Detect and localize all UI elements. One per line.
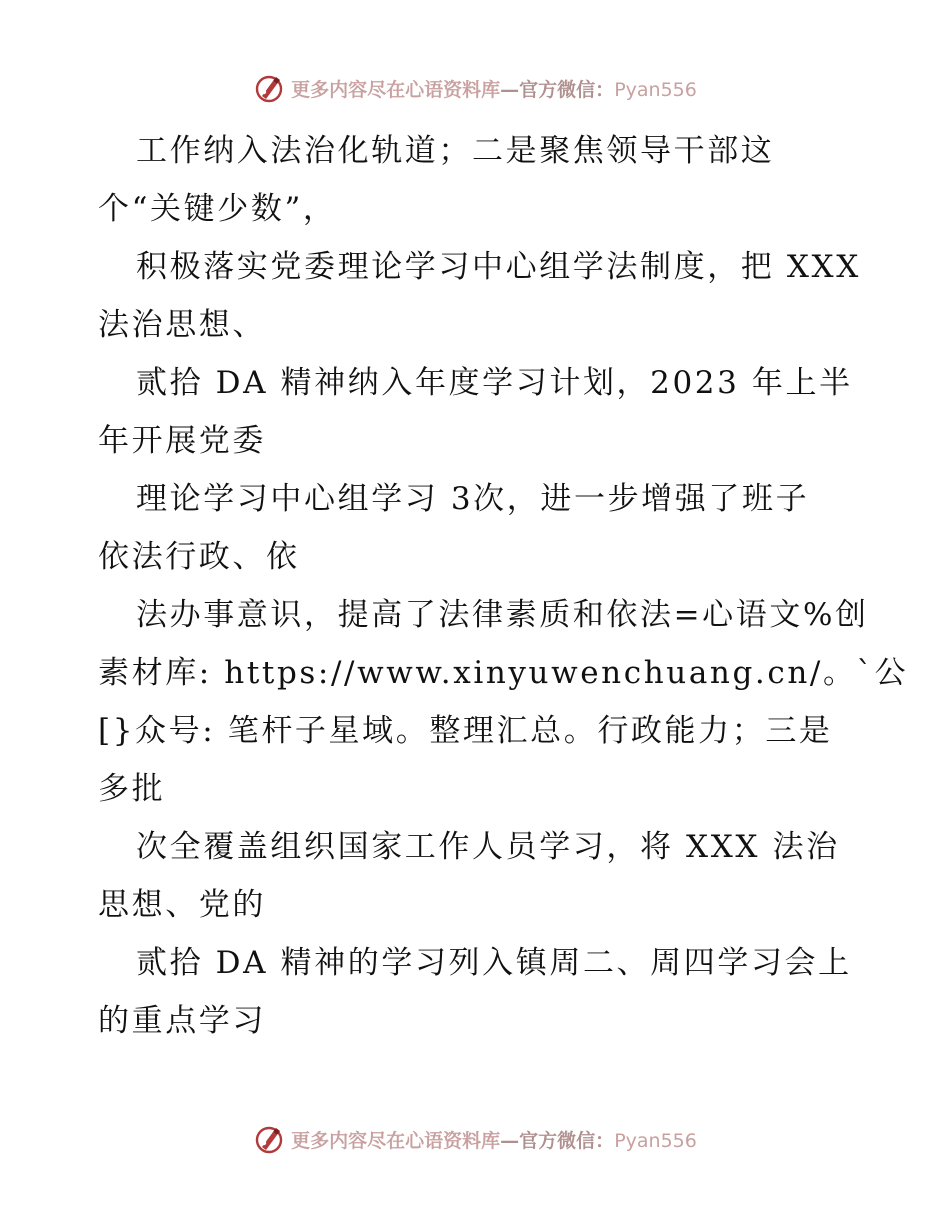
- text-line: 年开展党委: [98, 423, 266, 459]
- text-line: [}众号: 笔杆子星域。整理汇总。行政能力；三是: [98, 713, 833, 749]
- header-banner: [0, 72, 950, 104]
- text-line: 理论学习中心组学习 3次，进一步增强了班子: [136, 481, 810, 517]
- text-line: 多批: [98, 771, 166, 807]
- text-line: 贰拾 DA 精神纳入年度学习计划，2023 年上半: [136, 365, 853, 401]
- header-text-c: Pyan556: [614, 78, 697, 101]
- text-line: 个“关键少数”，: [98, 191, 337, 227]
- text-line: 积极落实党委理论学习中心组学法制度，把 XXX: [136, 249, 861, 285]
- footer-text-a: 更多内容尽在心语资料库: [291, 1129, 501, 1152]
- footer-banner: [0, 1123, 950, 1155]
- pen-logo-icon: [253, 72, 285, 104]
- document-body: [98, 122, 909, 1050]
- text-line: 法治思想、: [98, 307, 266, 343]
- text-line: 思想、党的: [98, 887, 266, 923]
- footer-banner-text: [291, 1126, 697, 1153]
- text-line: 贰拾 DA 精神的学习列入镇周二、周四学习会上: [136, 945, 852, 981]
- footer-text-c: Pyan556: [614, 1129, 697, 1152]
- text-line: 次全覆盖组织国家工作人员学习，将 XXX 法治: [136, 829, 840, 865]
- footer-text-b: —官方微信：: [500, 1129, 615, 1152]
- text-line: 法办事意识，提高了法律素质和依法=心语文%创: [136, 597, 869, 633]
- text-line: 素材库: https://www.xinyuwenchuang.cn/。`公: [98, 655, 909, 691]
- header-text-a: 更多内容尽在心语资料库: [291, 78, 501, 101]
- pen-logo-icon: [253, 1123, 285, 1155]
- text-line: 的重点学习: [98, 1003, 266, 1039]
- text-line: 工作纳入法治化轨道；二是聚焦领导干部这: [136, 133, 775, 169]
- text-line: 依法行政、依: [98, 539, 300, 575]
- header-banner-text: [291, 75, 697, 102]
- header-text-b: —官方微信：: [500, 78, 615, 101]
